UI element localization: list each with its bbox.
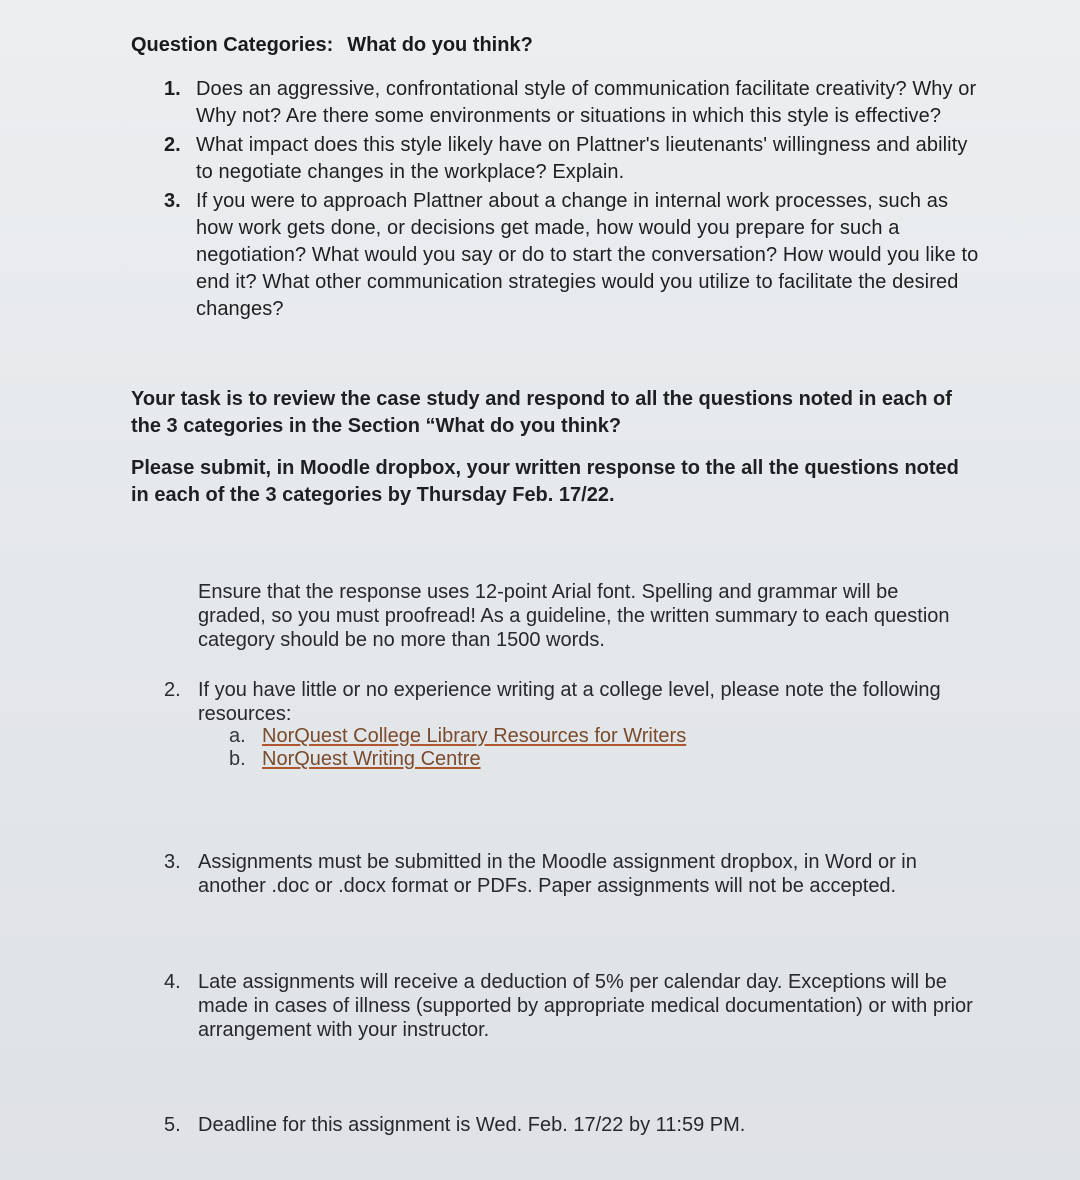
instruction-text: Late assignments will receive a deduction of 5% per calendar day. Exceptions will be made in cases of illness (supported by appropriate medical documentation) or with prior arrangement with your instructor. (198, 971, 973, 1041)
instruction-number: 2. (164, 679, 181, 701)
resource-letter: a. (229, 725, 246, 747)
instruction-number: 3. (164, 851, 181, 873)
resource-letter: b. (229, 748, 246, 770)
instruction-text: If you have little or no experience writing at a college level, please note the following resources: (198, 679, 941, 725)
instruction-item (164, 850, 974, 898)
question-number: 3. (164, 190, 181, 212)
question-list (164, 76, 984, 325)
question-text: Does an aggressive, confrontational style of communication facilitate creativity? Why or Why not? Are there some environments or situations in which this style is effective? (196, 78, 977, 127)
question-text: If you were to approach Plattner about a change in internal work processes, such as how work gets done, or decisions get made, how would you prepare for such a negotiation? What would you say or do to start the conversation? How would you like to end it? What other communication strategies would you utilize to facilitate the desired changes? (196, 190, 979, 320)
instruction-item (164, 1113, 974, 1137)
instruction-text: Assignments must be submitted in the Moodle assignment dropbox, in Word or in another .doc or .docx format or PDFs. Paper assignments will not be accepted. (198, 851, 917, 897)
resource-list (229, 725, 686, 771)
heading-label: Question Categories: (131, 34, 334, 56)
question-item (164, 132, 984, 186)
section-heading (131, 34, 533, 57)
instruction-item (164, 678, 974, 726)
question-text: What impact does this style likely have on Plattner's lieutenants' willingness and ability to negotiate changes in the workplace? Explain. (196, 134, 968, 183)
instruction-item (164, 970, 974, 1042)
heading-title: What do you think? (347, 34, 533, 56)
question-number: 2. (164, 134, 181, 156)
question-item (164, 76, 984, 130)
instruction-number: 4. (164, 971, 181, 993)
instruction-text: Deadline for this assignment is Wed. Feb. 17/22 by 11:59 PM. (198, 1114, 746, 1136)
question-number: 1. (164, 78, 181, 100)
writing-centre-link[interactable]: NorQuest Writing Centre (262, 748, 481, 770)
resource-item (229, 748, 686, 771)
instruction-number: 5. (164, 1114, 181, 1136)
font-requirement-paragraph: Ensure that the response uses 12-point Arial font. Spelling and grammar will be graded, so you must proofread! As a guideline, the written summary to each question category should be no more than 1500 words. (198, 581, 950, 651)
task-paragraph: Your task is to review the case study and respond to all the questions noted in each of the 3 categories in the Section “What do you think? (131, 388, 952, 437)
library-resources-link[interactable]: NorQuest College Library Resources for Writers (262, 725, 687, 747)
submit-paragraph: Please submit, in Moodle dropbox, your written response to the all the questions noted in each of the 3 categories by Thursday Feb. 17/22. (131, 457, 959, 506)
question-item (164, 188, 984, 323)
resource-item (229, 725, 686, 748)
